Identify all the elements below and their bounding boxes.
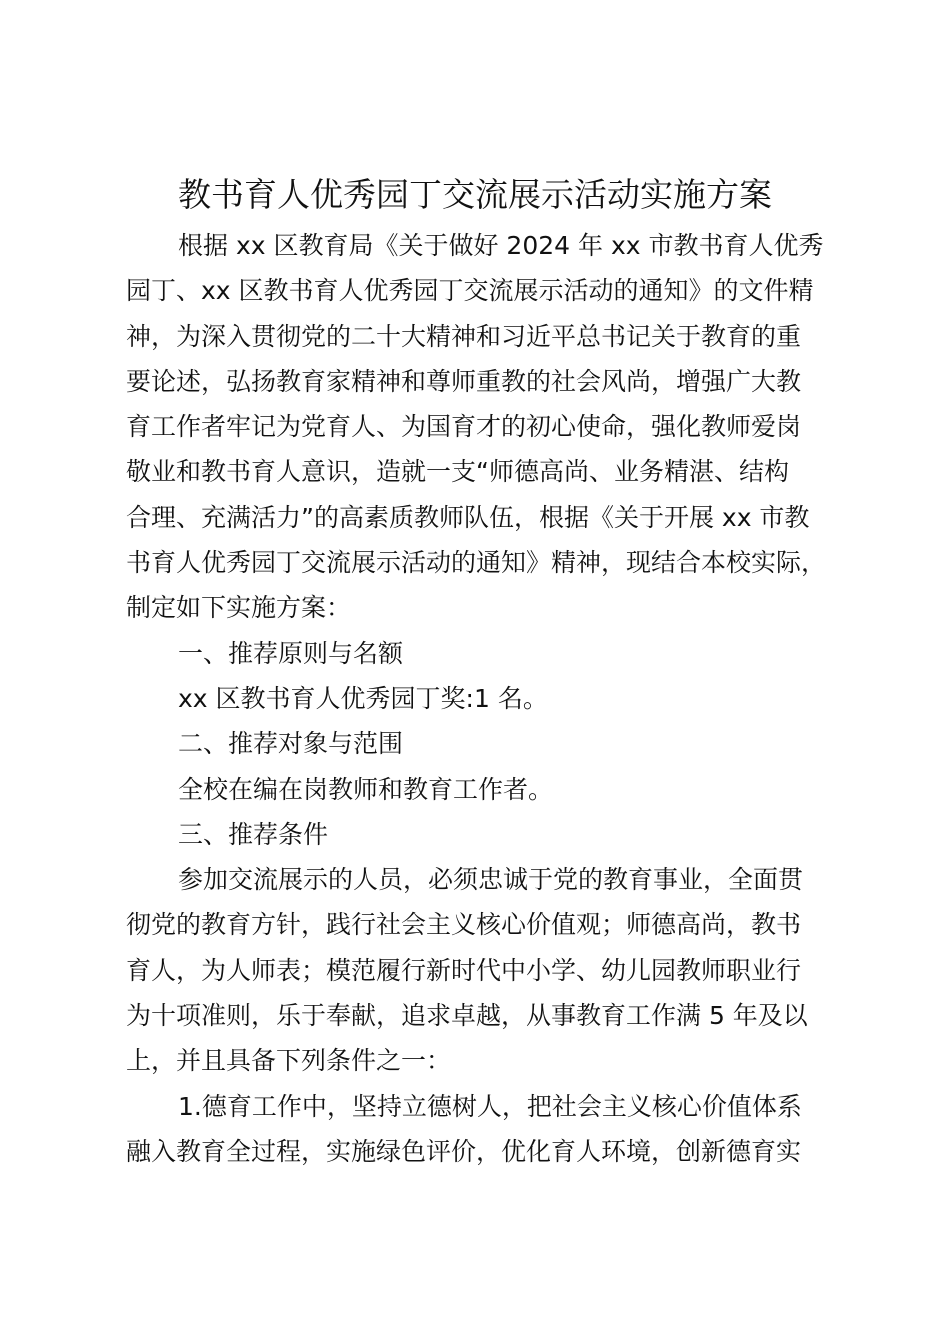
text-line: xx 区教书育人优秀园丁奖:1 名。 [178, 683, 548, 713]
text-line: 园丁、xx 区教书育人优秀园丁交流展示活动的通知》的文件精 [126, 276, 814, 306]
text-line: 三、推荐条件 [178, 819, 329, 849]
text-line: 彻党的教育方针，践行社会主义核心价值观；师德高尚，教书 [126, 910, 802, 940]
text-line: 书育人优秀园丁交流展示活动的通知》精神，现结合本校实际， [126, 548, 827, 578]
document-title: 教书育人优秀园丁交流展示活动实施方案 [178, 175, 772, 214]
text-line: 神，为深入贯彻党的二十大精神和习近平总书记关于教育的重 [126, 321, 802, 351]
text-line: 融入教育全过程，实施绿色评价，优化育人环境，创新德育实 [126, 1136, 802, 1166]
text-line: 全校在编在岗教师和教育工作者。 [178, 774, 554, 804]
text-line: 上，并且具备下列条件之一： [126, 1046, 452, 1076]
text-line: 根据 xx 区教育局《关于做好 2024 年 xx 市教书育人优秀 [178, 231, 824, 260]
text-line: 敬业和教书育人意识，造就一支“师德高尚、业务精湛、结构 [126, 457, 789, 487]
text-line: 制定如下实施方案： [126, 593, 352, 623]
text-line: 育人，为人师表；模范履行新时代中小学、幼儿园教师职业行 [126, 955, 802, 985]
text-line: 育工作者牢记为党育人、为国育才的初心使命，强化教师爱岗 [126, 412, 802, 442]
text-line: 一、推荐原则与名额 [178, 638, 404, 668]
text-line: 1.德育工作中，坚持立德树人，把社会主义核心价值体系 [178, 1091, 802, 1121]
text-line: 要论述，弘扬教育家精神和尊师重教的社会风尚，增强广大教 [126, 366, 802, 396]
text-line: 二、推荐对象与范围 [178, 729, 404, 759]
text-line: 合理、充满活力”的高素质教师队伍，根据《关于开展 xx 市教 [126, 502, 810, 532]
text-line: 为十项准则，乐于奉献，追求卓越，从事教育工作满 5 年及以 [126, 1001, 808, 1031]
text-line: 参加交流展示的人员，必须忠诚于党的教育事业，全面贯 [178, 865, 804, 895]
document-body [126, 223, 861, 1174]
